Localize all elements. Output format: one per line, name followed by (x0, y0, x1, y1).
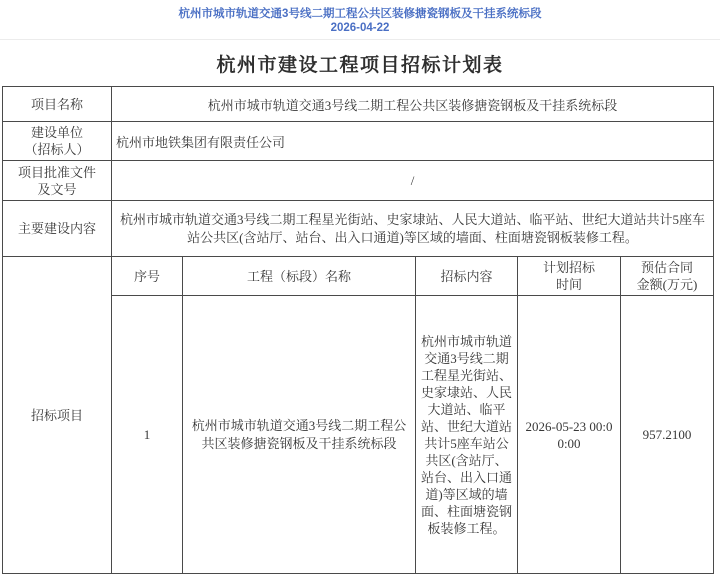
owner-value: 杭州市地铁集团有限责任公司 (112, 122, 714, 161)
row-main-content (3, 201, 714, 257)
col-header-planned-time-line2: 时间 (555, 277, 582, 292)
header-divider (0, 39, 720, 40)
project-name-value: 杭州市城市轨道交通3号线二期工程公共区装修搪瓷钢板及干挂系统标段 (112, 87, 714, 122)
tender-item-content: 杭州市城市轨道交通3号线二期工程星光街站、史家埭站、人民大道站、临平站、世纪大道站共计5座车站公共区(含站厅、站台、出入口通道)等区域的墙面、柱面塘瓷钢板装修工程。 (416, 296, 518, 574)
col-header-name: 工程（标段）名称 (183, 257, 416, 296)
tender-plan-table (2, 86, 714, 574)
tender-item-estimated-amount: 957.2100 (621, 296, 714, 574)
tender-item-name: 杭州市城市轨道交通3号线二期工程公共区装修搪瓷钢板及干挂系统标段 (183, 296, 416, 574)
col-header-seq: 序号 (112, 257, 183, 296)
main-content-label: 主要建设内容 (3, 201, 112, 257)
col-header-planned-time-line1: 计划招标 (542, 260, 595, 275)
row-project-name (3, 87, 714, 122)
owner-label-line2: （招标人） (24, 142, 90, 157)
project-name-label: 项目名称 (3, 87, 112, 122)
row-owner (3, 122, 714, 161)
document-title: 杭州市建设工程项目招标计划表 (216, 55, 504, 76)
tender-projects-label: 招标项目 (3, 257, 112, 574)
approval-label (3, 161, 112, 201)
approval-label-line2: 及文号 (37, 181, 77, 197)
page-header (0, 0, 720, 35)
main-content-value: 杭州市城市轨道交通3号线二期工程星光街站、史家埭站、人民大道站、临平站、世纪大道站共计5座车站公共区(含站厅、站台、出入口通道)等区域的墙面、柱面塘瓷钢板装修工程。 (112, 201, 714, 257)
col-header-estimated-amount-line2: 金额(万元) (636, 277, 698, 292)
page-header-date: 2026-04-22 (330, 22, 390, 34)
col-header-planned-time (518, 257, 621, 296)
approval-value: / (112, 161, 714, 201)
col-header-estimated-amount-line1: 预估合同 (640, 260, 693, 275)
row-tender-table-headers (3, 257, 714, 296)
page-header-project-line: 杭州市城市轨道交通3号线二期工程公共区装修搪瓷钢板及干挂系统标段 (178, 8, 542, 20)
approval-label-line1: 项目批准文件 (17, 164, 96, 180)
col-header-content: 招标内容 (416, 257, 518, 296)
col-header-estimated-amount (621, 257, 714, 296)
row-approval-doc (3, 161, 714, 201)
tender-item-planned-time: 2026-05-23 00:00:00 (518, 296, 621, 574)
owner-label (3, 122, 112, 161)
tender-item-seq: 1 (112, 296, 183, 574)
owner-label-line1: 建设单位 (30, 125, 83, 140)
